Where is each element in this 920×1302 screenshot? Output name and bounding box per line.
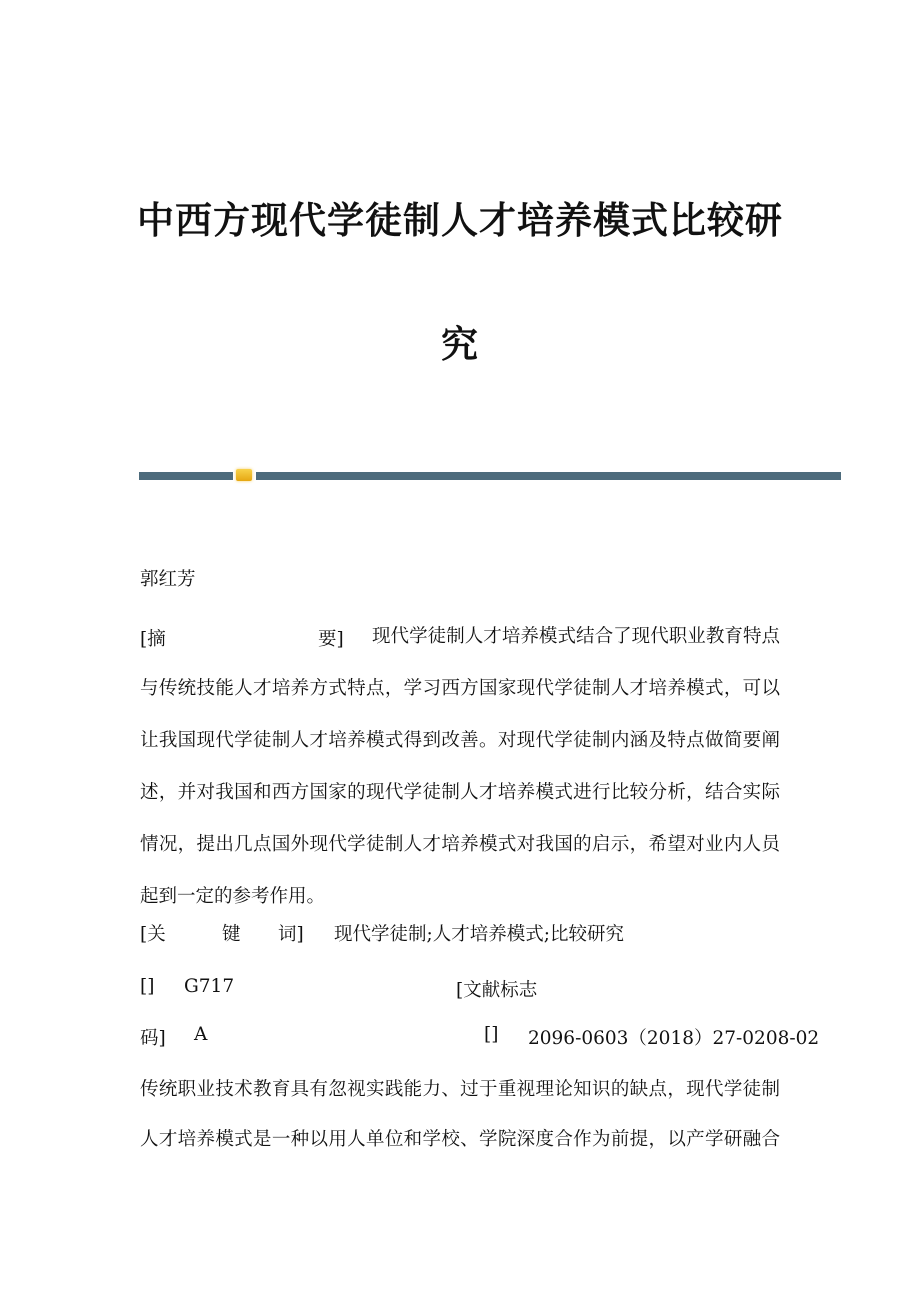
document-title-line1: 中西方现代学徒制人才培养模式比较研 — [137, 199, 783, 242]
divider-left-segment — [139, 472, 233, 480]
divider-right-segment — [256, 472, 841, 480]
abstract-label-close: 要] — [318, 629, 344, 650]
doc-label-2: 码] — [140, 1028, 166, 1049]
abstract-line: 让我国现代学徒制人才培养模式得到改善。对现代学徒制内涵及特点做简要阐 — [140, 730, 780, 751]
abstract-label-open: [摘 — [140, 629, 166, 650]
doc-label-1: [文献标志 — [456, 980, 538, 1001]
id-bracket: [] — [484, 1024, 499, 1045]
article-id: 2096-0603（2018）27-0208-02 — [528, 1028, 820, 1049]
keywords-label-2: 键 — [222, 924, 241, 945]
abstract-line: 与传统技能人才培养方式特点，学习西方国家现代学徒制人才培养模式，可以 — [140, 678, 780, 699]
abstract-line: 情况，提出几点国外现代学徒制人才培养模式对我国的启示，希望对业内人员 — [140, 834, 780, 855]
keywords-label-1: [关 — [140, 924, 166, 945]
class-code: G717 — [184, 976, 235, 997]
abstract-line: 现代学徒制人才培养模式结合了现代职业教育特点 — [372, 626, 780, 647]
keywords-value: 现代学徒制;人才培养模式;比较研究 — [334, 924, 624, 945]
document-title-line2: 究 — [441, 323, 479, 366]
body-line: 人才培养模式是一种以用人单位和学校、学院深度合作为前提，以产学研融合 — [140, 1129, 780, 1150]
abstract-line: 起到一定的参考作用。 — [140, 886, 326, 907]
abstract-line: 述，并对我国和西方国家的现代学徒制人才培养模式进行比较分析，结合实际 — [140, 782, 780, 803]
doc-code: A — [194, 1024, 208, 1045]
body-line: 传统职业技术教育具有忽视实践能力、过于重视理论知识的缺点，现代学徒制 — [140, 1079, 780, 1100]
keywords-label-3: 词] — [278, 924, 304, 945]
class-bracket: [] — [140, 976, 155, 997]
author: 郭红芳 — [140, 569, 196, 590]
emblem-icon — [236, 469, 252, 481]
